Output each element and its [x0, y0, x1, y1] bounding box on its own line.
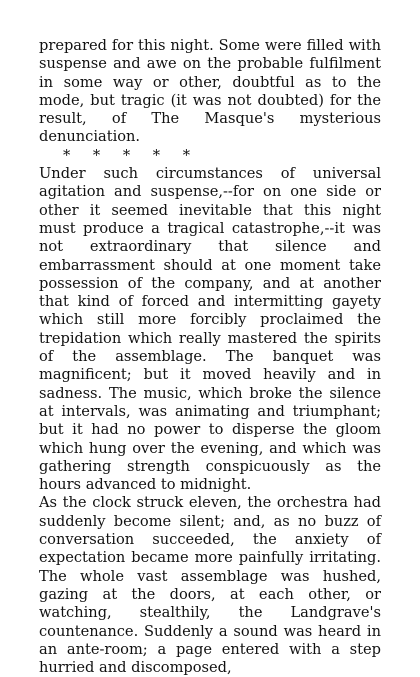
paragraph-banquet: Under such circumstances of universal agitation and suspense,--for on one side or other it seemed inevitable that this night must produce a tragical catastrophe,--it was not extraordinary that silence and embarrassment should at one moment take possession of the company, and at another that kind of forced and intermitting gayety which still more forcibly proclaimed the trepidation which really mastered the spirits of the assemblage. The banquet was magnificent; but it moved heavily and in sadness. The music, which broke the silence at intervals, was animating and triumphant; but it had no power to disperse the gloom which hung over the evening, and which was gathering strength conspicuously as the hours advanced to midnight.: [39, 165, 381, 494]
section-separator: * * * * *: [63, 146, 191, 164]
paragraph-clock: As the clock struck eleven, the orchestra had suddenly become silent; and, as no buzz of conversation succeeded, the anxiety of expectation became more painfully irritating. The whole vast assemblage was hushed, gazing at the doors, at each other, or watching, stealthily, the Landgrave's countenance. Suddenly a sound was heard in an ante-room; a page entered with a step hurried and discomposed,: [39, 494, 381, 677]
paragraph-opening: prepared for this night. Some were filled with suspense and awe on the probable fulfilment in some way or other, doubtful as to the mode, but tragic (it was not doubted) for the result, of The Masque's mysterious denunciation.: [39, 37, 381, 146]
document-page: [39, 37, 381, 677]
